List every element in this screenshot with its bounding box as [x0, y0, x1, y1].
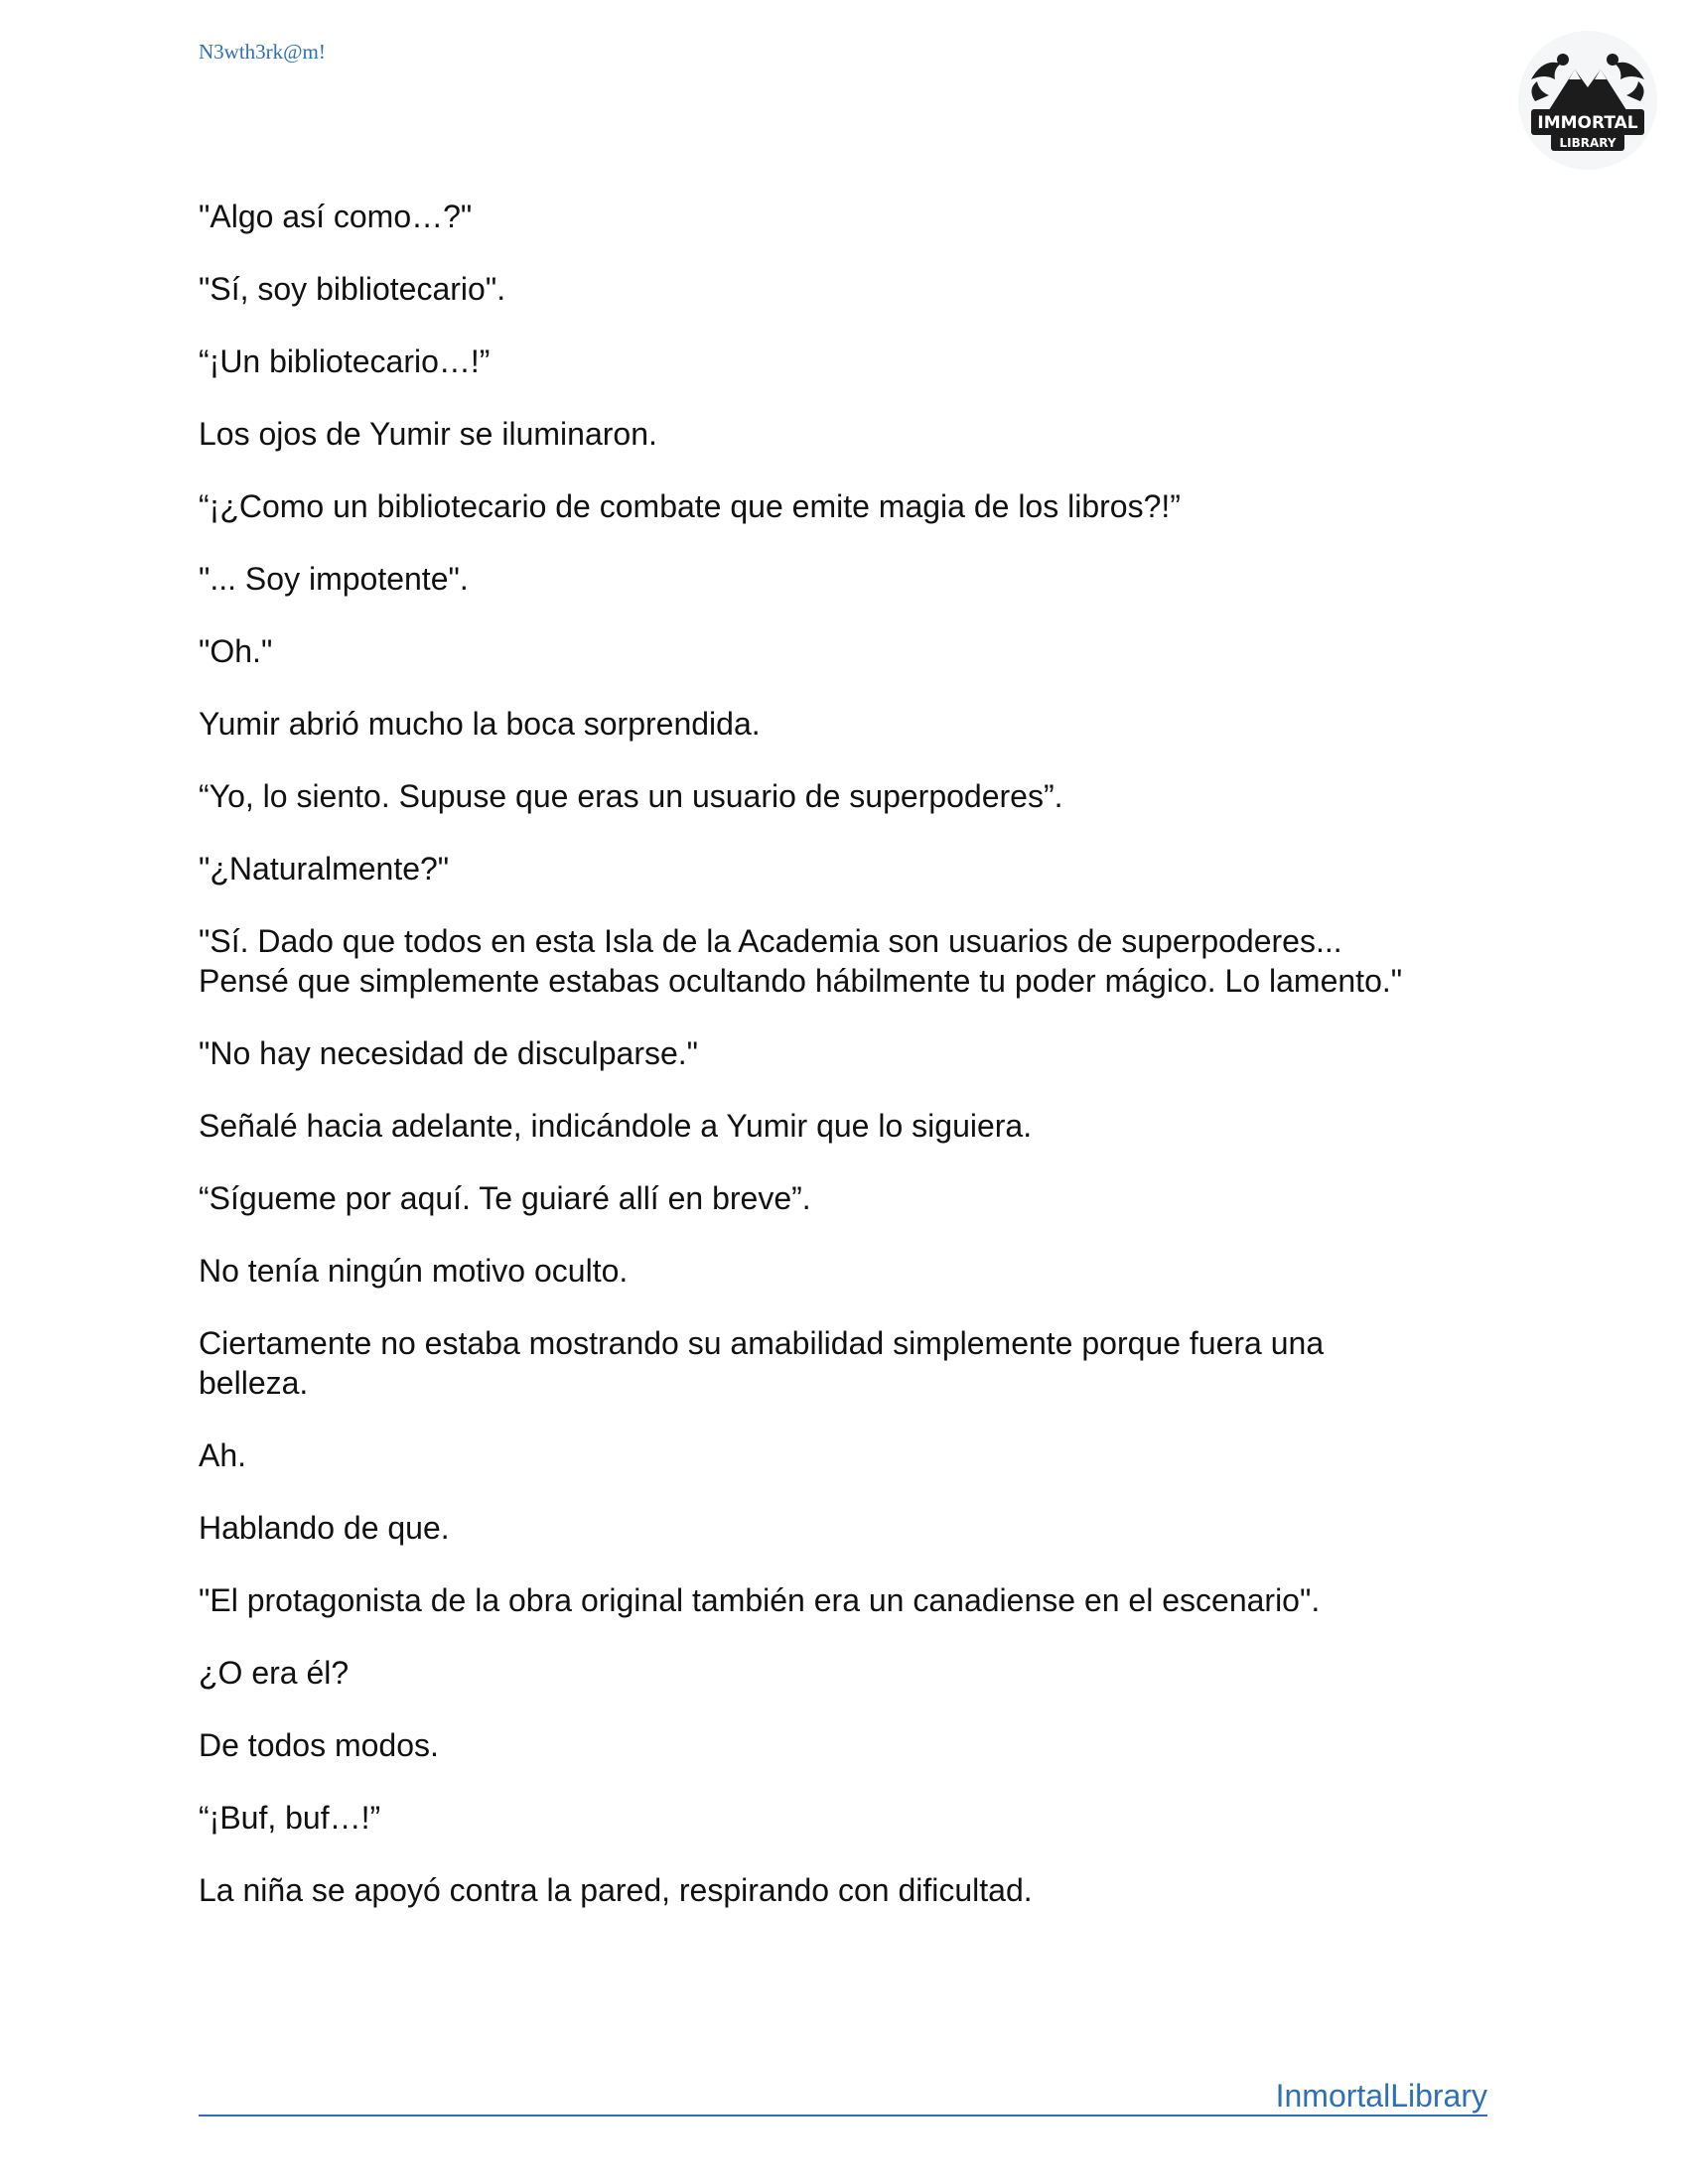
paragraph: "¿Naturalmente?"	[199, 851, 450, 887]
paragraph: “¡Buf, buf…!”	[199, 1800, 381, 1836]
paragraph: "Algo así como…?"	[199, 199, 473, 234]
paragraph: Yumir abrió mucho la boca sorprendida.	[199, 706, 761, 742]
paragraph: ¿O era él?	[199, 1655, 350, 1691]
body-text	[199, 197, 1489, 1943]
paragraph: "Sí. Dado que todos en esta Isla de la Academia son usuarios de superpoderes... Pensé que simplemente estabas ocultando hábilmente tu poder mágico. Lo lamento."	[199, 923, 1403, 999]
paragraph: "El protagonista de la obra original también era un canadiense en el escenario".	[199, 1582, 1321, 1618]
paragraph: "Oh."	[199, 633, 273, 669]
paragraph: Ciertamente no estaba mostrando su amabilidad simplemente porque fuera una belleza.	[199, 1325, 1325, 1401]
paragraph: "... Soy impotente".	[199, 561, 469, 597]
paragraph: No tenía ningún motivo oculto.	[199, 1253, 629, 1289]
paragraph: “¡Un bibliotecario…!”	[199, 343, 491, 379]
paragraph: "No hay necesidad de disculparse."	[199, 1035, 699, 1071]
paragraph: "Sí, soy bibliotecario".	[199, 271, 506, 307]
paragraph: “Sígueme por aquí. Te guiaré allí en breve”.	[199, 1180, 811, 1216]
paragraph: “Yo, lo siento. Supuse que eras un usuario de superpoderes”.	[199, 778, 1063, 814]
paragraph: Señalé hacia adelante, indicándole a Yumir que lo siguiera.	[199, 1108, 1033, 1144]
svg-text:IMMORTAL: IMMORTAL	[1537, 113, 1638, 133]
paragraph: La niña se apoyó contra la pared, respirando con dificultad.	[199, 1872, 1033, 1908]
paragraph: Los ojos de Yumir se iluminaron.	[199, 416, 657, 452]
header-tag: N3wth3rk@m!	[199, 40, 326, 64]
paragraph: “¡¿Como un bibliotecario de combate que emite magia de los libros?!”	[199, 488, 1181, 524]
paragraph: De todos modos.	[199, 1727, 439, 1763]
footer-divider	[199, 2115, 1487, 2116]
immortal-library-logo-icon	[1517, 30, 1658, 171]
svg-text:LIBRARY: LIBRARY	[1559, 136, 1617, 150]
paragraph: Hablando de que.	[199, 1510, 450, 1546]
paragraph: Ah.	[199, 1437, 247, 1473]
footer-library-link[interactable]: InmortalLibrary	[1275, 2078, 1487, 2114]
